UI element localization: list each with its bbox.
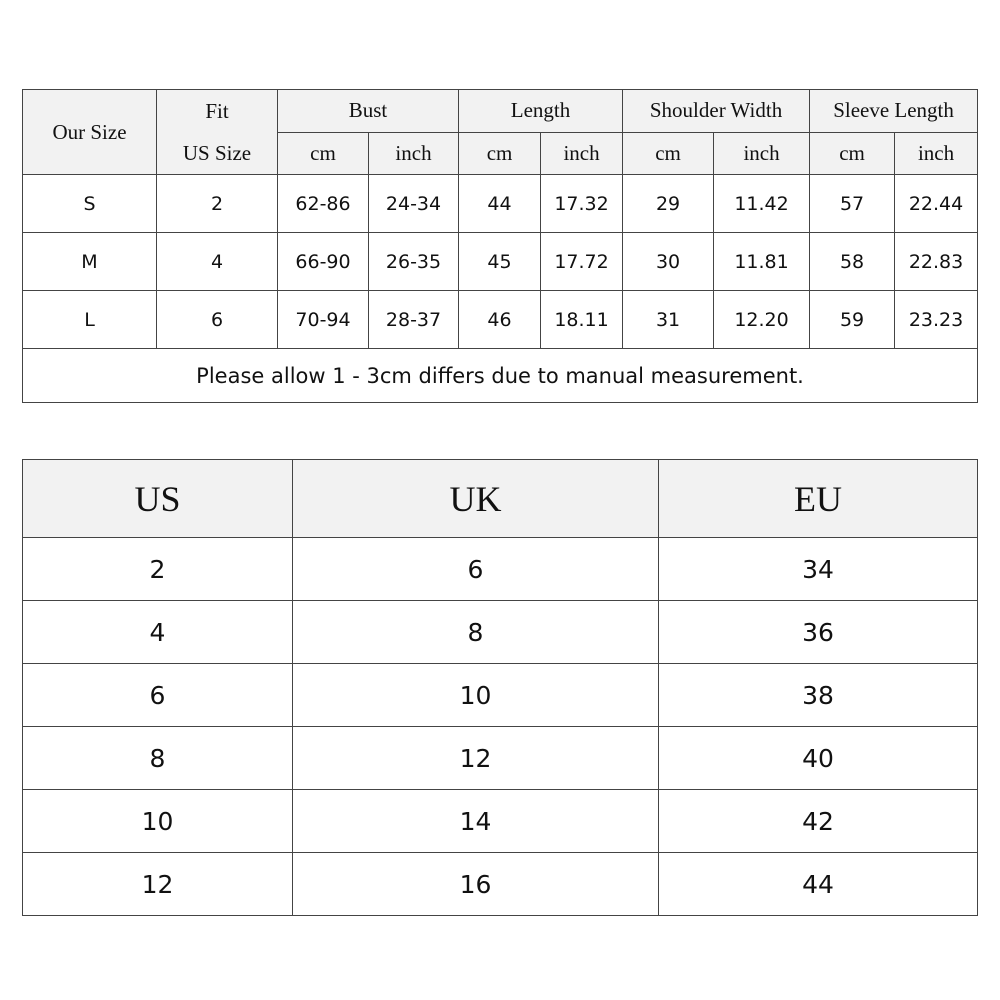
header-our-size: Our Size	[23, 90, 157, 175]
header-fit-line1: Fit	[205, 99, 229, 123]
table-cell: 59	[810, 291, 895, 349]
table-cell: 34	[659, 538, 978, 601]
table-cell: L	[23, 291, 157, 349]
table-cell: M	[23, 233, 157, 291]
table-cell: 30	[623, 233, 714, 291]
table-cell: 2	[23, 538, 293, 601]
table-cell: 42	[659, 790, 978, 853]
unit-header: inch	[541, 132, 623, 175]
table-cell: 23.23	[895, 291, 978, 349]
table-cell: 28-37	[369, 291, 459, 349]
table-row	[23, 853, 978, 916]
table-cell: 31	[623, 291, 714, 349]
unit-header: inch	[714, 132, 810, 175]
measurement-note: Please allow 1 - 3cm differs due to manual measurement.	[23, 349, 978, 403]
table-cell: 38	[659, 664, 978, 727]
table-cell: 12	[293, 727, 659, 790]
table-cell: 18.11	[541, 291, 623, 349]
table-cell: 8	[293, 601, 659, 664]
table-cell: 11.81	[714, 233, 810, 291]
table-cell: 29	[623, 175, 714, 233]
table-cell: 16	[293, 853, 659, 916]
header-shoulder-width: Shoulder Width	[623, 90, 810, 133]
table-row	[23, 601, 978, 664]
table-cell: 17.32	[541, 175, 623, 233]
table-cell: 17.72	[541, 233, 623, 291]
unit-header: inch	[369, 132, 459, 175]
table-cell: 44	[459, 175, 541, 233]
table-cell: 24-34	[369, 175, 459, 233]
table-cell: 10	[293, 664, 659, 727]
table-row	[23, 664, 978, 727]
unit-header: cm	[278, 132, 369, 175]
table-cell: 22.83	[895, 233, 978, 291]
table-cell: S	[23, 175, 157, 233]
header-fit-line2: US Size	[182, 141, 252, 165]
table-cell: 66-90	[278, 233, 369, 291]
table-cell: 70-94	[278, 291, 369, 349]
header-bust: Bust	[278, 90, 459, 133]
unit-header: inch	[895, 132, 978, 175]
table-cell: 45	[459, 233, 541, 291]
size-conversion-table	[22, 459, 978, 916]
size-chart-table	[22, 89, 978, 403]
header-sleeve-length: Sleeve Length	[810, 90, 978, 133]
table-cell: 12.20	[714, 291, 810, 349]
table-cell: 11.42	[714, 175, 810, 233]
table-row	[23, 291, 978, 349]
table-cell: 40	[659, 727, 978, 790]
table-row	[23, 233, 978, 291]
unit-header: cm	[459, 132, 541, 175]
table-row	[23, 538, 978, 601]
header-fit-us-size	[157, 90, 278, 175]
unit-header: cm	[623, 132, 714, 175]
table-cell: 36	[659, 601, 978, 664]
table-cell: 10	[23, 790, 293, 853]
table-cell: 44	[659, 853, 978, 916]
header-eu: EU	[659, 460, 978, 538]
unit-header: cm	[810, 132, 895, 175]
table-cell: 2	[157, 175, 278, 233]
table-cell: 46	[459, 291, 541, 349]
table-cell: 6	[293, 538, 659, 601]
table-cell: 8	[23, 727, 293, 790]
table-cell: 4	[23, 601, 293, 664]
table-cell: 6	[23, 664, 293, 727]
table-cell: 22.44	[895, 175, 978, 233]
table-cell: 26-35	[369, 233, 459, 291]
table-cell: 14	[293, 790, 659, 853]
table-cell: 62-86	[278, 175, 369, 233]
header-us: US	[23, 460, 293, 538]
table-cell: 6	[157, 291, 278, 349]
table-row	[23, 790, 978, 853]
table-cell: 12	[23, 853, 293, 916]
header-length: Length	[459, 90, 623, 133]
table-row	[23, 727, 978, 790]
table-cell: 4	[157, 233, 278, 291]
table-cell: 57	[810, 175, 895, 233]
header-uk: UK	[293, 460, 659, 538]
table-cell: 58	[810, 233, 895, 291]
table-row	[23, 175, 978, 233]
